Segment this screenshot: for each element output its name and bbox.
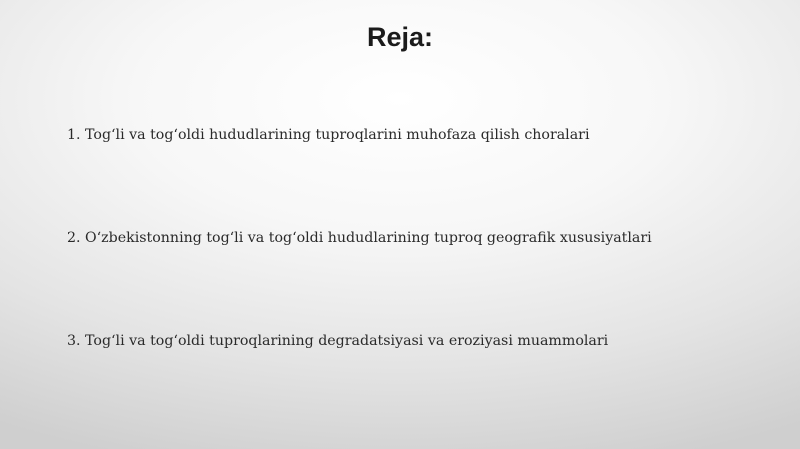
- plan-item-2: 2. O‘zbekistonning tog‘li va tog‘oldi hududlarining tuproq geografik xususiyatlari: [67, 230, 652, 246]
- plan-item-3: 3. Tog‘li va tog‘oldi tuproqlarining degradatsiyasi va eroziyasi muammolari: [67, 333, 609, 349]
- slide-title: Reja:: [366, 22, 434, 52]
- plan-item-1: 1. Tog‘li va tog‘oldi hududlarining tuproqlarini muhofaza qilish choralari: [67, 127, 590, 143]
